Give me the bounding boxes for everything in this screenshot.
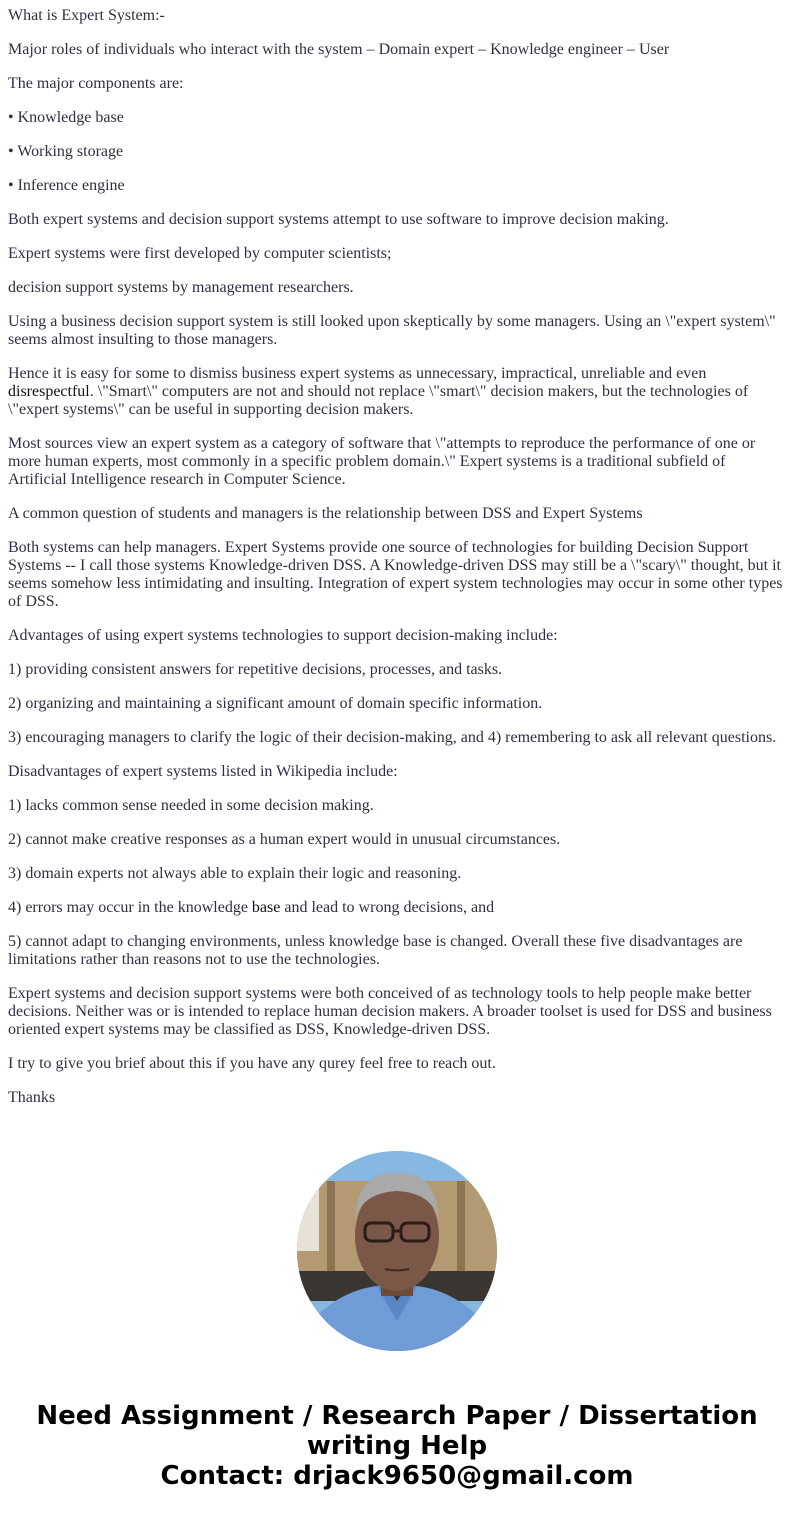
- paragraph-both-help: Both systems can help managers. Expert Systems provide one source of technologies for building Decision Support Systems -- I call those systems Knowledge-driven DSS. A Knowledge-driven DSS may still be a \"scary\" thought, but it seems somehow less intimidating and insulting. Integration of expert system technologies may occur in some other types of DSS.: [8, 539, 783, 610]
- promo-banner: [0, 1401, 794, 1491]
- advantage-item: 3) encouraging managers to clarify the logic of their decision-making, and 4) remembering to ask all relevant questions.: [8, 729, 777, 746]
- author-photo-icon: [297, 1151, 497, 1351]
- paragraph-hence-end: . \"Smart\" computers are not and should not replace \"smart\" decision makers, but the technologies of \"expert systems\" can be useful in supporting decision makers.: [8, 383, 749, 418]
- advantage-item: 2) organizing and maintaining a significant amount of domain specific information.: [8, 695, 543, 712]
- advantage-item: 1) providing consistent answers for repetitive decisions, processes, and tasks.: [8, 661, 503, 678]
- disadvantage-4-start: 4) errors may occur in the knowledge: [8, 899, 252, 916]
- promo-contact: Contact: drjack9650@gmail.com: [160, 1461, 634, 1491]
- disadvantage-item: [8, 899, 786, 917]
- disadvantage-item: 3) domain experts not always able to explain their logic and reasoning.: [8, 865, 462, 882]
- advantages-intro: Advantages of using expert systems technologies to support decision-making include:: [8, 627, 558, 644]
- components-intro: The major components are:: [8, 75, 184, 92]
- disadvantage-item: 5) cannot adapt to changing environments, unless knowledge base is changed. Overall these five disadvantages are limitations rather than reasons not to use the technologies.: [8, 933, 743, 968]
- paragraph-closing: I try to give you brief about this if you have any qurey feel free to reach out.: [8, 1055, 496, 1072]
- paragraph-hence: [8, 365, 786, 419]
- disadvantages-intro: Disadvantages of expert systems listed in Wikipedia include:: [8, 763, 398, 780]
- article-title: What is Expert System:-: [8, 7, 165, 24]
- paragraph-dss-by: decision support systems by management researchers.: [8, 279, 354, 296]
- promo-line-1: Need Assignment / Research Paper / Dissertation: [36, 1401, 758, 1431]
- paragraph-common-question: A common question of students and managers is the relationship between DSS and Expert Systems: [8, 505, 643, 522]
- component-item: • Inference engine: [8, 177, 125, 194]
- paragraph-hence-highlight: disrespectful: [8, 383, 90, 400]
- promo-line-2: writing Help: [306, 1431, 488, 1461]
- author-avatar-container: [0, 1151, 794, 1351]
- roles-paragraph: Major roles of individuals who interact with the system – Domain expert – Knowledge engineer – User: [8, 41, 670, 58]
- disadvantage-item: 1) lacks common sense needed in some decision making.: [8, 797, 374, 814]
- disadvantage-4-end: and lead to wrong decisions, and: [280, 899, 495, 916]
- paragraph-thanks: Thanks: [8, 1089, 56, 1106]
- component-item: • Working storage: [8, 143, 124, 160]
- paragraph-both-attempt: Both expert systems and decision support systems attempt to use software to improve decision making.: [8, 211, 669, 228]
- author-avatar: [297, 1151, 497, 1351]
- disadvantage-4-highlight: base: [251, 899, 281, 916]
- component-item: • Knowledge base: [8, 109, 124, 126]
- paragraph-most-sources: Most sources view an expert system as a category of software that \"attempts to reproduce the performance of one or more human experts, most commonly in a specific problem domain.\" Expert systems is a traditional subfield of Artificial Intelligence research in Computer Science.: [8, 435, 756, 488]
- paragraph-hence-start: Hence it is easy for some to dismiss business expert systems as unnecessary, impractical, unreliable and even: [8, 365, 707, 382]
- article-body: [0, 7, 794, 1107]
- disadvantage-item: 2) cannot make creative responses as a human expert would in unusual circumstances.: [8, 831, 561, 848]
- paragraph-skeptical: Using a business decision support system is still looked upon skeptically by some managers. Using an \"expert system\" seems almost insulting to those managers.: [8, 313, 776, 348]
- paragraph-first-developed: Expert systems were first developed by computer scientists;: [8, 245, 392, 262]
- paragraph-conclusion: Expert systems and decision support systems were both conceived of as technology tools to help people make better decisions. Neither was or is intended to replace human decision makers. A broader toolset is used for DSS and business oriented expert systems may be classified as DSS, Knowledge-driven DSS.: [8, 985, 772, 1038]
